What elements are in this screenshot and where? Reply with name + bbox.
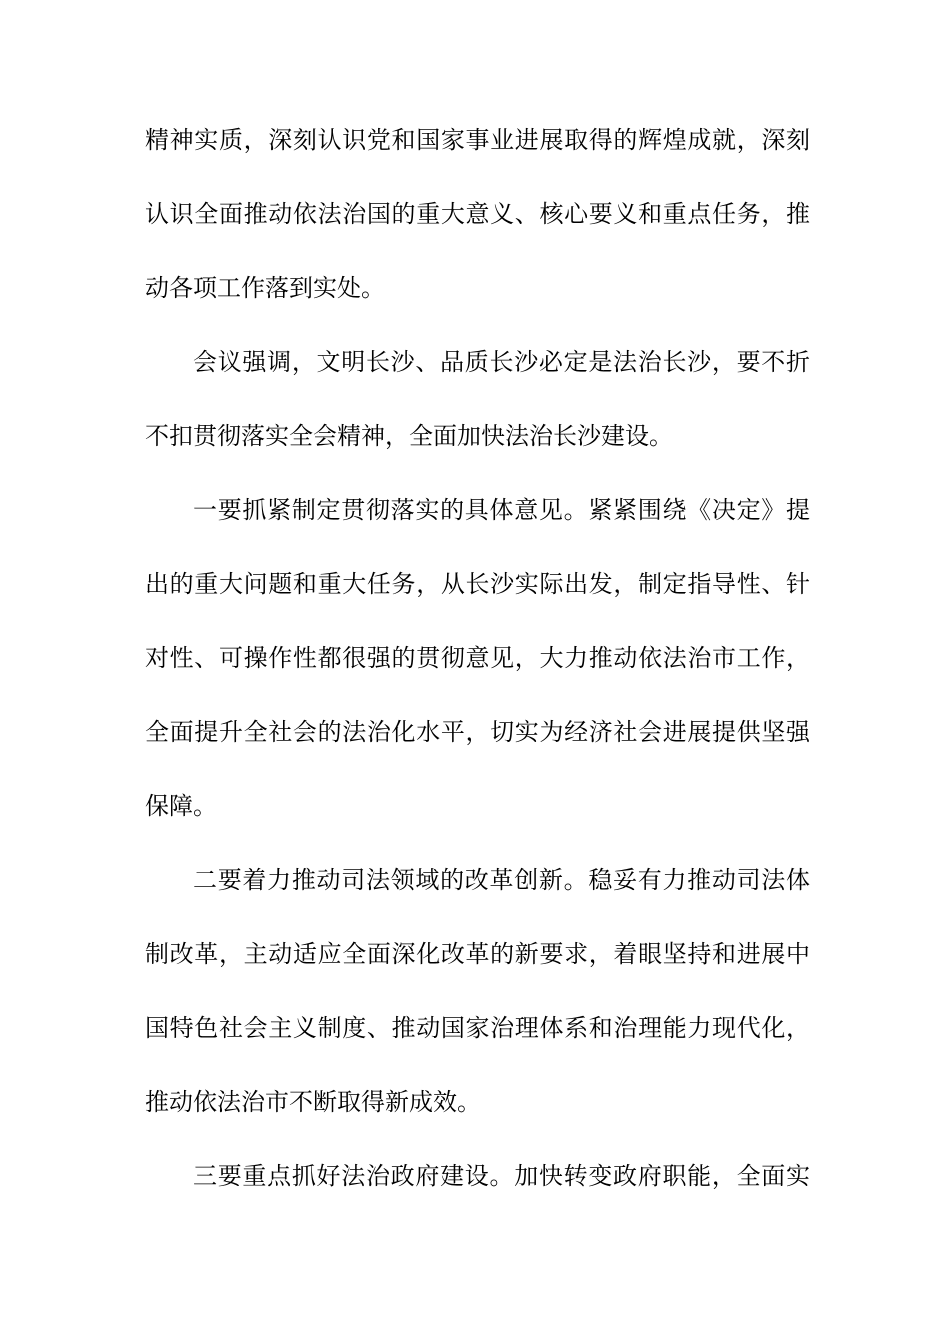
paragraph-first-line: 会议强调，文明长沙、品质长沙必定是法治长沙，要不折 (193, 348, 810, 376)
text-line: 认识全面推动依法治国的重大意义、核心要义和重点任务，推 (145, 200, 810, 228)
text-line: 国特色社会主义制度、推动国家治理体系和治理能力现代化， (145, 1014, 810, 1042)
paragraph-first-line: 二要着力推动司法领域的改革创新。稳妥有力推动司法体 (193, 866, 810, 894)
text-line: 对性、可操作性都很强的贯彻意见，大力推动依法治市工作， (145, 644, 810, 672)
text-line: 精神实质，深刻认识党和国家事业进展取得的辉煌成就，深刻 (145, 126, 810, 154)
text-line: 推动依法治市不断取得新成效。 (145, 1088, 481, 1116)
text-line: 保障。 (145, 792, 217, 820)
text-line: 全面提升全社会的法治化水平，切实为经济社会进展提供坚强 (145, 718, 810, 746)
text-line: 出的重大问题和重大任务，从长沙实际出发，制定指导性、针 (145, 570, 810, 598)
paragraph-first-line: 一要抓紧制定贯彻落实的具体意见。紧紧围绕《决定》提 (193, 496, 810, 524)
text-line: 制改革，主动适应全面深化改革的新要求，着眼坚持和进展中 (145, 940, 810, 968)
text-line: 不扣贯彻落实全会精神，全面加快法治长沙建设。 (145, 422, 673, 450)
document-body (145, 128, 810, 1238)
text-line: 动各项工作落到实处。 (145, 274, 385, 302)
paragraph-first-line: 三要重点抓好法治政府建设。加快转变政府职能，全面实 (193, 1162, 810, 1190)
